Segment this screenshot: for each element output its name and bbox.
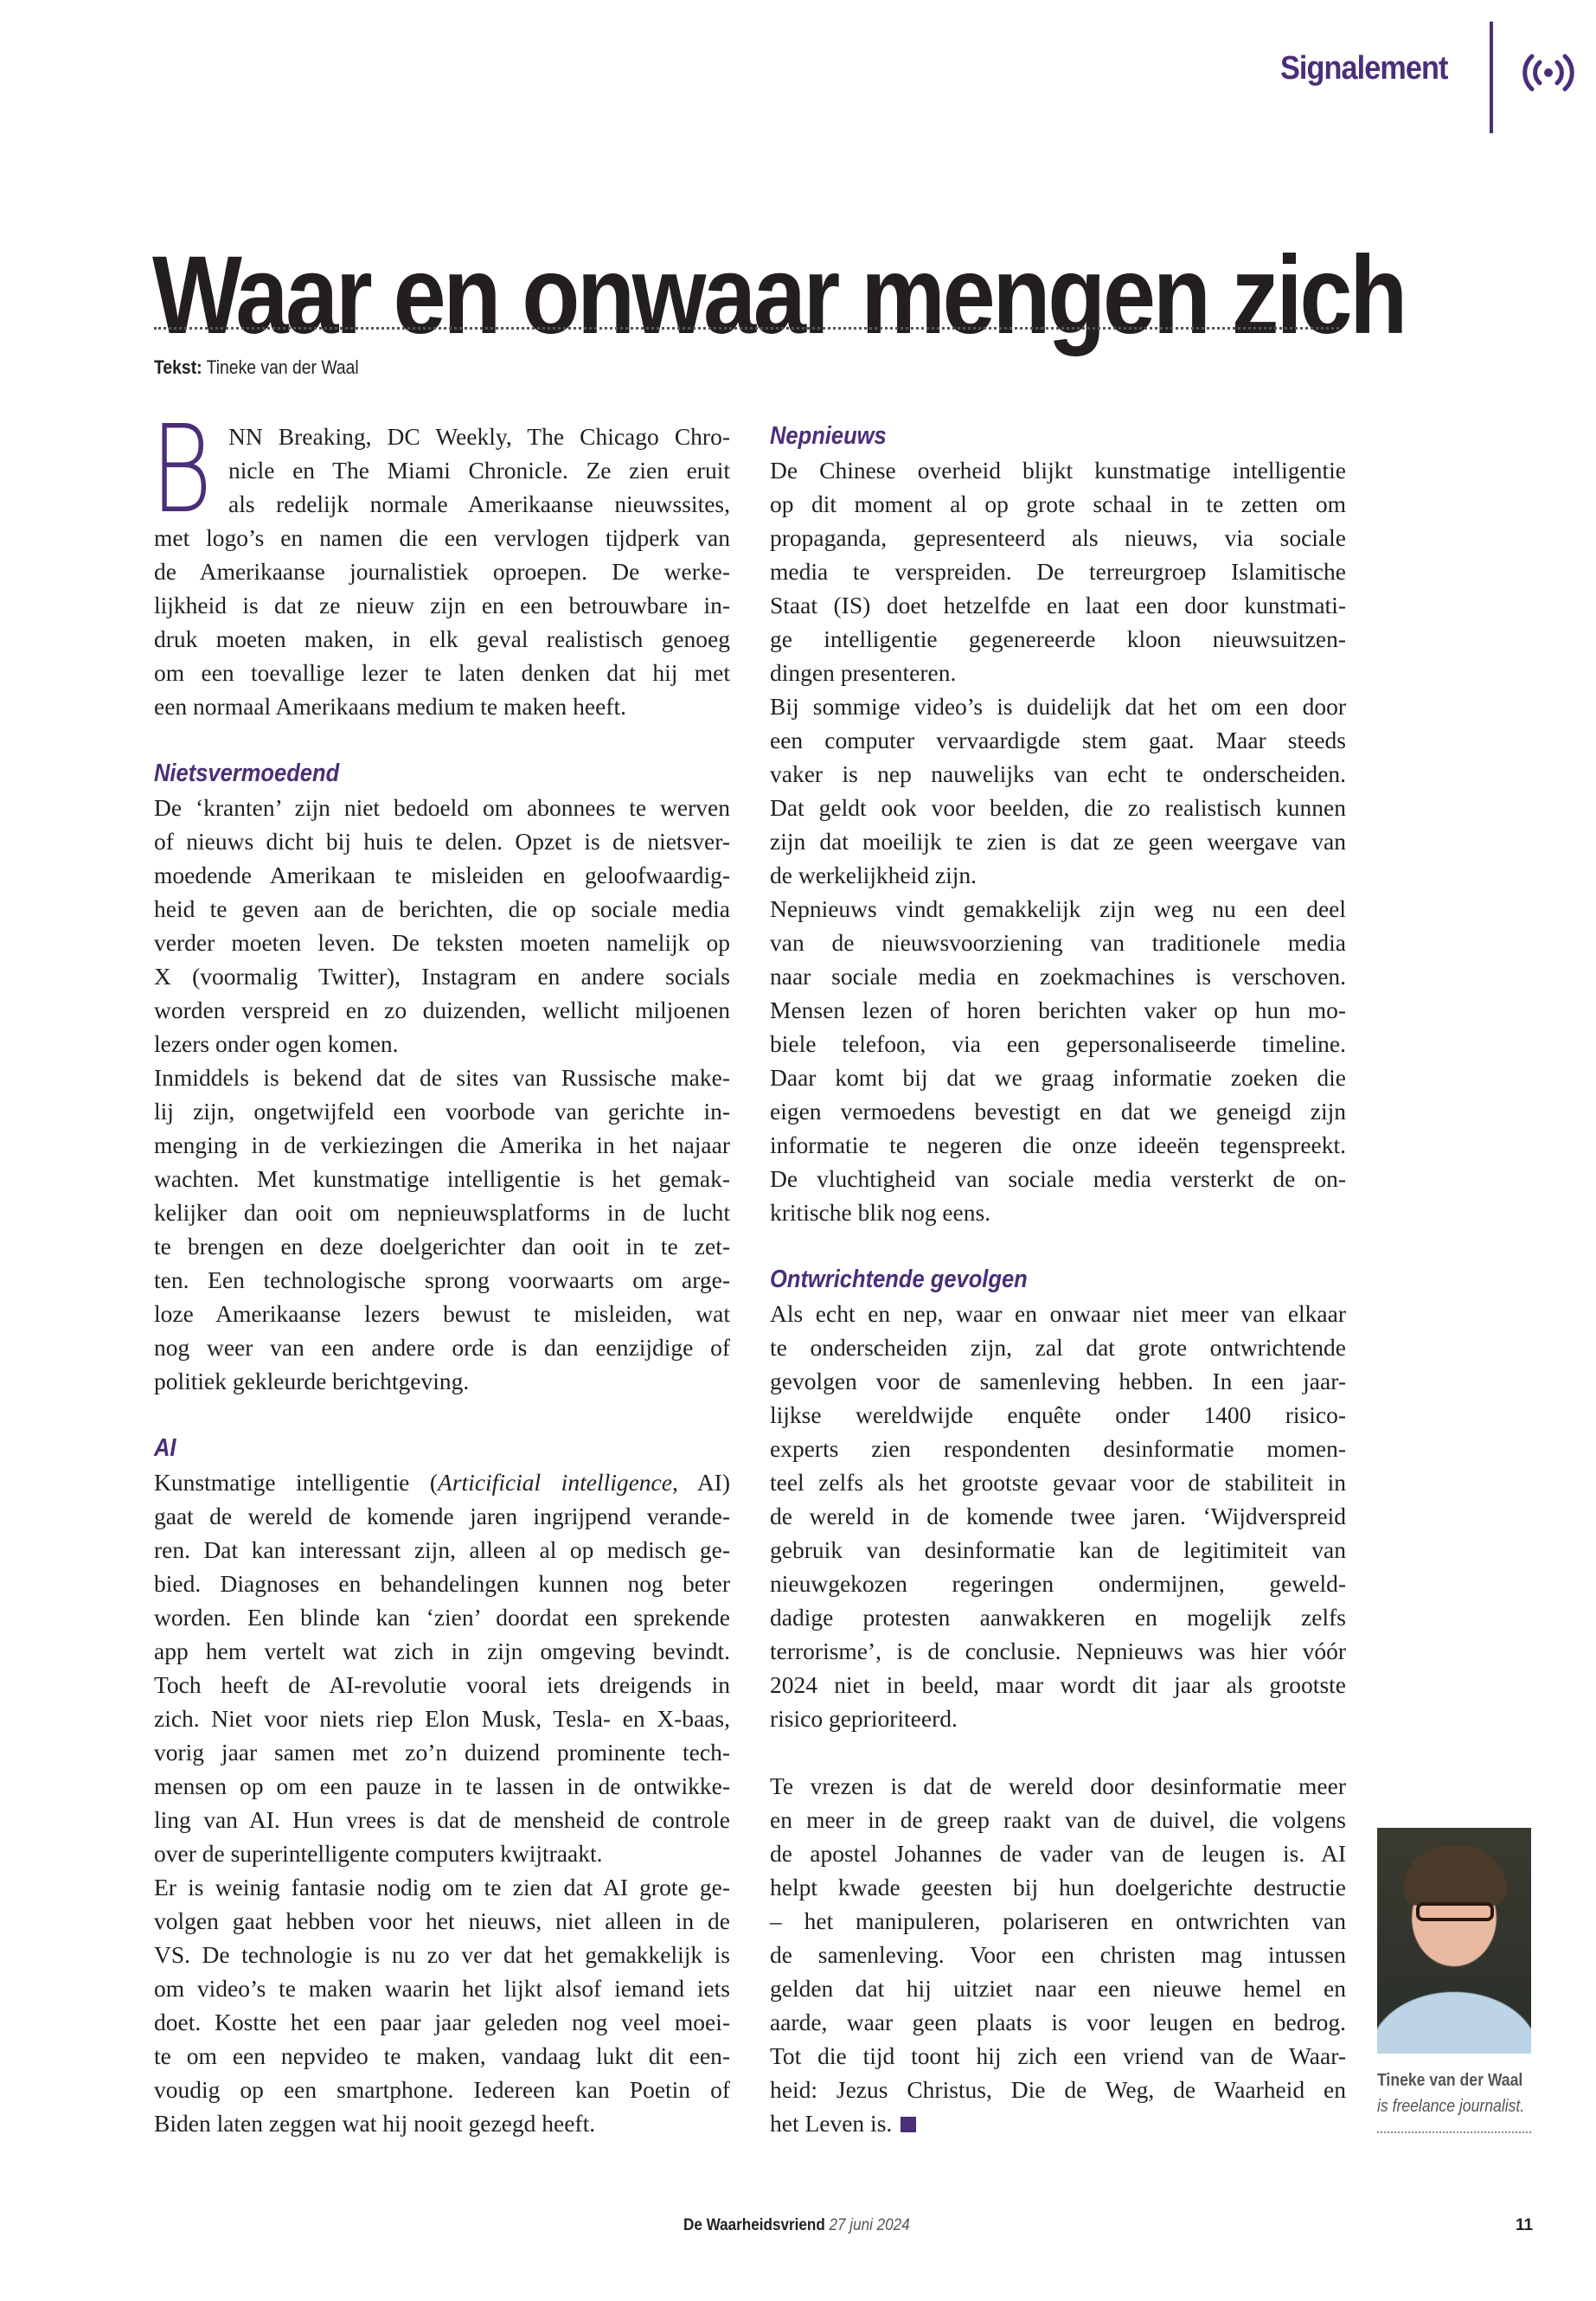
line-text: de Amerikaanse journalistiek oproepen. De werke-	[154, 558, 730, 585]
text-line	[770, 1162, 1346, 1195]
text-line	[154, 588, 730, 622]
text-line	[154, 1634, 730, 1668]
line-text: de samenleving. Voor een christen mag intussen	[770, 1941, 1346, 1968]
section-heading: Nepnieuws	[770, 422, 887, 450]
paragraph-gap	[154, 1398, 730, 1432]
line-text: Toch heeft de AI-revolutie vooral iets dreigends in	[154, 1671, 730, 1698]
line-text: ge intelligentie gegenereerde kloon nieuwsuitzen-	[770, 625, 1346, 652]
line-text: informatie te negeren die onze ideeën tegenspreekt.	[770, 1131, 1346, 1158]
line-text: 2024 niet in beeld, maar wordt dit jaar als grootste	[770, 1671, 1346, 1698]
text-line	[770, 1938, 1346, 1971]
text-line	[154, 2073, 730, 2106]
line-text: Nepnieuws vindt gemakkelijk zijn weg nu een deel	[770, 895, 1346, 922]
line-text: ten. Een technologische sprong voorwaarts om arge-	[154, 1266, 730, 1293]
text-line	[770, 1600, 1346, 1634]
line-text: X (voormalig Twitter), Instagram en andere socials	[154, 963, 730, 990]
text-line	[154, 1836, 730, 1870]
text-line	[770, 588, 1346, 622]
line-text: risico geprioriteerd.	[770, 1705, 958, 1732]
text-line	[154, 1162, 730, 1195]
line-text: mensen op om een pauze in te lassen in de ontwikke-	[154, 1772, 730, 1799]
paragraph-gap	[154, 723, 730, 757]
text-line	[154, 1702, 730, 1735]
text-line	[770, 2039, 1346, 2073]
broadcast-signal-icon	[1522, 54, 1574, 92]
paragraph	[154, 791, 730, 1061]
line-text: over de superintelligente computers kwijtraakt.	[154, 1840, 603, 1867]
text-line	[770, 1668, 1346, 1702]
line-text: gevolgen voor de samenleving hebben. In een jaar-	[770, 1368, 1346, 1394]
text-line	[770, 993, 1346, 1027]
paragraph	[770, 1297, 1346, 1735]
text-line	[154, 1803, 730, 1836]
text-line	[770, 1061, 1346, 1094]
line-text: de wereld in de komende twee jaren. ‘Wijdverspreid	[770, 1503, 1346, 1529]
text-line	[154, 1364, 730, 1398]
line-text: Daar komt bij dat we graag informatie zoeken die	[770, 1064, 1346, 1091]
paragraph	[151, 400, 730, 723]
line-text: nicle en The Miami Chronicle. Ze zien eruit	[228, 457, 730, 484]
line-text: lijkheid is dat ze nieuw zijn en een betrouwbare in-	[154, 592, 730, 619]
line-text: politiek gekleurde berichtgeving.	[154, 1368, 470, 1394]
text-line	[770, 1533, 1346, 1567]
paragraph	[770, 1769, 1346, 2140]
text-line	[770, 1702, 1346, 1735]
text-line	[154, 993, 730, 1027]
line-text: Als echt en nep, waar en onwaar niet meer van elkaar	[770, 1300, 1346, 1327]
text-line	[770, 723, 1346, 757]
text-line	[154, 926, 730, 959]
text-line	[770, 1499, 1346, 1533]
text-line	[770, 453, 1346, 487]
text-line	[770, 2005, 1346, 2039]
text-line	[770, 1634, 1346, 1668]
line-text: doet. Kostte het een paar jaar geleden nog veel moei-	[154, 2009, 730, 2035]
text-line	[770, 689, 1346, 723]
line-text: de apostel Johannes de vader van de leugen is. AI	[770, 1840, 1346, 1867]
author-role: is freelance journalist.	[1377, 2097, 1525, 2116]
line-text: – het manipuleren, polariseren en ontwrichten van	[770, 1907, 1346, 1934]
text-line	[770, 1836, 1346, 1870]
text-line	[770, 791, 1346, 824]
text-line	[154, 1263, 730, 1297]
author-photo	[1377, 1828, 1531, 2054]
author-photo-hair	[1403, 1845, 1507, 1906]
text-line	[154, 1330, 730, 1364]
title-divider	[154, 327, 1339, 330]
byline-label: Tekst:	[154, 356, 202, 378]
line-text: volgen gaat hebben voor het nieuws, niet alleen in de	[154, 1907, 730, 1934]
text-line	[770, 1128, 1346, 1162]
line-text: lij zijn, ongetwijfeld een voorbode van gerichte in-	[154, 1098, 730, 1125]
section-heading: AI	[154, 1434, 176, 1462]
line-text: een normaal Amerikaans medium te maken heeft.	[154, 693, 626, 720]
line-text: De vluchtigheid van sociale media versterkt de on-	[770, 1165, 1346, 1192]
text-line	[154, 1061, 730, 1094]
paragraph-gap	[770, 1229, 1346, 1263]
text-line	[770, 1398, 1346, 1432]
line-text: teel zelfs als het grootste gevaar voor de stabiliteit in	[770, 1469, 1346, 1496]
text-line	[154, 1128, 730, 1162]
line-text: VS. De technologie is nu zo ver dat het gemakkelijk is	[154, 1941, 730, 1968]
line-text: media te verspreiden. De terreurgroep Islamitische	[770, 558, 1346, 585]
text-line	[154, 791, 730, 824]
line-text: vorig jaar samen met zo’n duizend prominente tech-	[154, 1739, 730, 1766]
line-text: op dit moment al op grote schaal in te zetten om	[770, 490, 1346, 517]
line-text: app hem vertelt wat zich in zijn omgeving bevindt.	[154, 1638, 730, 1664]
text-line	[228, 453, 730, 487]
text-line	[154, 521, 730, 554]
line-text: nieuwgekozen regeringen ondermijnen, geweld-	[770, 1570, 1346, 1597]
line-text: zich. Niet voor niets riep Elon Musk, Tesla- en X-baas,	[154, 1705, 730, 1732]
header-divider	[1490, 22, 1493, 133]
line-text: De ‘kranten’ zijn niet bedoeld om abonnees te werven	[154, 794, 730, 821]
page-number: 11	[1516, 2216, 1534, 2234]
text-line	[770, 892, 1346, 926]
paragraph	[770, 689, 1346, 892]
line-text: of nieuws dicht bij huis te delen. Opzet is de nietsver-	[154, 828, 730, 855]
line-text: lezers onder ogen komen.	[154, 1030, 399, 1057]
line-text: Staat (IS) doet hetzelfde en laat een door kunstmati-	[770, 592, 1346, 619]
text-line	[154, 1971, 730, 2005]
line-text: worden. Een blinde kan ‘zien’ doordat een sprekende	[154, 1604, 730, 1631]
end-mark-icon	[901, 2117, 916, 2132]
text-line	[154, 1027, 730, 1061]
text-line	[770, 1904, 1346, 1938]
text-line	[770, 959, 1346, 993]
text-line	[770, 1364, 1346, 1398]
text-line	[154, 1195, 730, 1229]
line-text: eigen vermoedens bevestigt en dat we geneigd zijn	[770, 1098, 1346, 1125]
line-text: ren. Dat kan interessant zijn, alleen al op medisch ge-	[154, 1536, 730, 1563]
line-text: experts zien respondenten desinformatie momen-	[770, 1435, 1346, 1462]
line-text: en meer in de greep raakt van de duivel, die volgens	[770, 1806, 1346, 1833]
text-line	[770, 1195, 1346, 1229]
line-text: Inmiddels is bekend dat de sites van Russische make-	[154, 1064, 730, 1091]
article-column-1	[151, 400, 730, 2140]
text-line	[154, 959, 730, 993]
text-line	[770, 757, 1346, 791]
line-text: de werkelijkheid zijn.	[770, 862, 977, 888]
text-line	[770, 1330, 1346, 1364]
text-line	[770, 1803, 1346, 1836]
text-line	[770, 1297, 1346, 1330]
text-line	[154, 554, 730, 588]
text-line	[770, 1027, 1346, 1061]
line-text: kelijker dan ooit om nepnieuwsplatforms in de lucht	[154, 1199, 730, 1226]
paragraph	[770, 453, 1346, 689]
text-line	[228, 420, 730, 453]
text-line	[154, 1938, 730, 1971]
text-line	[154, 1094, 730, 1128]
text-line	[770, 1432, 1346, 1465]
italic-text: Articificial intelligence	[438, 1469, 672, 1496]
line-text: heid te geven aan de berichten, die op sociale media	[154, 895, 730, 922]
text-line	[154, 1229, 730, 1263]
text-line	[154, 1567, 730, 1600]
line-text: verder moeten leven. De teksten moeten namelijk op	[154, 929, 730, 956]
line-text: kritische blik nog eens.	[770, 1199, 991, 1226]
line-text: NN Breaking, DC Weekly, The Chicago Chro-	[228, 423, 730, 450]
line-text: ling van AI. Hun vrees is dat de mensheid de controle	[154, 1806, 730, 1833]
publication-date: 27 juni 2024	[829, 2216, 910, 2234]
text-line	[770, 1465, 1346, 1499]
paragraph	[154, 1061, 730, 1398]
line-text: Er is weinig fantasie nodig om te zien dat AI grote ge-	[154, 1874, 730, 1900]
byline-author: Tineke van der Waal	[206, 356, 359, 378]
section-label: Signalement	[1280, 50, 1448, 87]
line-text: loze Amerikaanse lezers bewust te misleiden, wat	[154, 1300, 730, 1327]
byline	[154, 356, 359, 379]
text-line	[770, 824, 1346, 858]
line-text: propaganda, gepresenteerd als nieuws, via sociale	[770, 524, 1346, 551]
text-line	[770, 858, 1346, 892]
text-line	[154, 2039, 730, 2073]
text-line	[770, 521, 1346, 554]
line-text: nog weer van een andere orde is dan eenzijdige of	[154, 1334, 730, 1361]
text-line	[154, 622, 730, 656]
text-line	[154, 824, 730, 858]
text-line	[154, 1735, 730, 1769]
line-text: met logo’s en namen die een vervlogen tijdperk van	[154, 524, 730, 551]
text-line	[770, 1094, 1346, 1128]
line-text: te brengen en deze doelgerichter dan ooit in te zet-	[154, 1233, 730, 1259]
text-line	[770, 2073, 1346, 2106]
paragraph-gap	[770, 1735, 1346, 1769]
text-line	[154, 1499, 730, 1533]
line-text: Mensen lezen of horen berichten vaker op hun mo-	[770, 997, 1346, 1023]
text-line	[770, 1769, 1346, 1803]
line-text: menging in de verkiezingen die Amerika in het najaar	[154, 1131, 730, 1158]
line-text: Dat geldt ook voor beelden, die zo realistisch kunnen	[770, 794, 1346, 821]
line-text: het Leven is.	[770, 2110, 893, 2137]
text-line	[154, 1904, 730, 1938]
text-line	[154, 858, 730, 892]
text-line	[154, 1600, 730, 1634]
line-text: helpt kwade geesten bij hun doelgerichte destructie	[770, 1874, 1346, 1900]
paragraph	[770, 892, 1346, 1229]
line-text: om video’s te maken waarin het lijkt alsof iemand iets	[154, 1975, 730, 2002]
line-text: een computer vervaardigde stem gaat. Maar steeds	[770, 727, 1346, 753]
drop-cap: B	[151, 400, 213, 541]
author-photo-glasses	[1416, 1902, 1494, 1921]
section-heading: Ontwrichtende gevolgen	[770, 1266, 1028, 1293]
line-text: lijkse wereldwijde enquête onder 1400 risico-	[770, 1401, 1346, 1428]
line-text: gelden dat hij uitziet naar een nieuwe hemel en	[770, 1975, 1346, 2002]
line-text: terrorisme’, is de conclusie. Nepnieuws was hier vóór	[770, 1638, 1346, 1664]
text-line	[770, 622, 1346, 656]
line-text: naar sociale media en zoekmachines is verschoven.	[770, 963, 1346, 990]
text-segment: , AI)	[671, 1469, 730, 1496]
line-text: dadige protesten aanwakkeren en mogelijk zelfs	[770, 1604, 1346, 1631]
line-text: om een toevallige lezer te laten denken dat hij met	[154, 659, 730, 686]
line-text: Te vrezen is dat de wereld door desinformatie meer	[770, 1772, 1346, 1799]
text-line	[154, 2106, 730, 2140]
line-text: voudig op een smartphone. Iedereen kan Poetin of	[154, 2076, 730, 2103]
text-segment: Kunstmatige intelligentie (	[154, 1469, 439, 1496]
line-text: van de nieuwsvoorziening van traditionele media	[770, 929, 1346, 956]
text-line	[154, 689, 730, 723]
line-text: druk moeten maken, in elk geval realistisch genoeg	[154, 625, 730, 652]
line-text: Biden laten zeggen wat hij nooit gezegd heeft.	[154, 2110, 596, 2137]
text-line	[154, 1533, 730, 1567]
text-line	[770, 554, 1346, 588]
paragraph	[154, 1870, 730, 2140]
line-text: aarde, waar geen plaats is voor leugen en bedrog.	[770, 2009, 1346, 2035]
line-text: vaker is nep nauwelijks van echt te onderscheiden.	[770, 760, 1346, 787]
text-line	[154, 1870, 730, 1904]
text-line	[154, 1465, 730, 1499]
text-line	[228, 487, 730, 521]
text-line	[770, 1971, 1346, 2005]
publication-name: De Waarheidsvriend	[683, 2216, 825, 2234]
paragraph	[154, 1465, 730, 1870]
text-line	[154, 892, 730, 926]
author-box-divider	[1377, 2131, 1531, 2133]
line-text: Tot die tijd toont hij zich een vriend van de Waar-	[770, 2042, 1346, 2069]
line-text: heid: Jezus Christus, Die de Weg, de Waarheid en	[770, 2076, 1346, 2103]
line-text: bied. Diagnoses en behandelingen kunnen nog beter	[154, 1570, 730, 1597]
text-line	[770, 2106, 1346, 2140]
text-line	[154, 1769, 730, 1803]
line-text: moedende Amerikaan te misleiden en geloofwaardig-	[154, 862, 730, 888]
line-text: dingen presenteren.	[770, 659, 957, 686]
author-name: Tineke van der Waal	[1377, 2071, 1523, 2090]
text-line	[770, 1870, 1346, 1904]
line-text: De Chinese overheid blijkt kunstmatige intelligentie	[770, 457, 1346, 484]
line-text: te onderscheiden zijn, zal dat grote ontwrichtende	[770, 1334, 1346, 1361]
text-line	[770, 487, 1346, 521]
text-line	[770, 926, 1346, 959]
line-text: biele telefoon, via een gepersonaliseerde timeline.	[770, 1030, 1346, 1057]
text-line	[154, 2005, 730, 2039]
text-line	[154, 656, 730, 689]
line-text: worden verspreid en zo duizenden, wellicht miljoenen	[154, 997, 730, 1023]
line-text: wachten. Met kunstmatige intelligentie is het gemak-	[154, 1165, 730, 1192]
text-line	[154, 1668, 730, 1702]
text-line	[770, 656, 1346, 689]
footer	[683, 2216, 910, 2235]
line-text: als redelijk normale Amerikaanse nieuwssites,	[228, 490, 730, 517]
article-column-2	[770, 420, 1346, 2140]
line-text: Bij sommige video’s is duidelijk dat het om een door	[770, 693, 1346, 720]
line-text: gebruik van desinformatie kan de legitimiteit van	[770, 1536, 1346, 1563]
line-text: zijn dat moeilijk te zien is dat ze geen weergave van	[770, 828, 1346, 855]
section-heading: Nietsvermoedend	[154, 760, 340, 787]
text-line	[770, 1567, 1346, 1600]
article-title: Waar en onwaar mengen zich	[152, 233, 1405, 357]
text-line	[154, 1297, 730, 1330]
line-text: te om een nepvideo te maken, vandaag lukt dit een-	[154, 2042, 730, 2069]
line-text: gaat de wereld de komende jaren ingrijpend verande-	[154, 1503, 730, 1529]
